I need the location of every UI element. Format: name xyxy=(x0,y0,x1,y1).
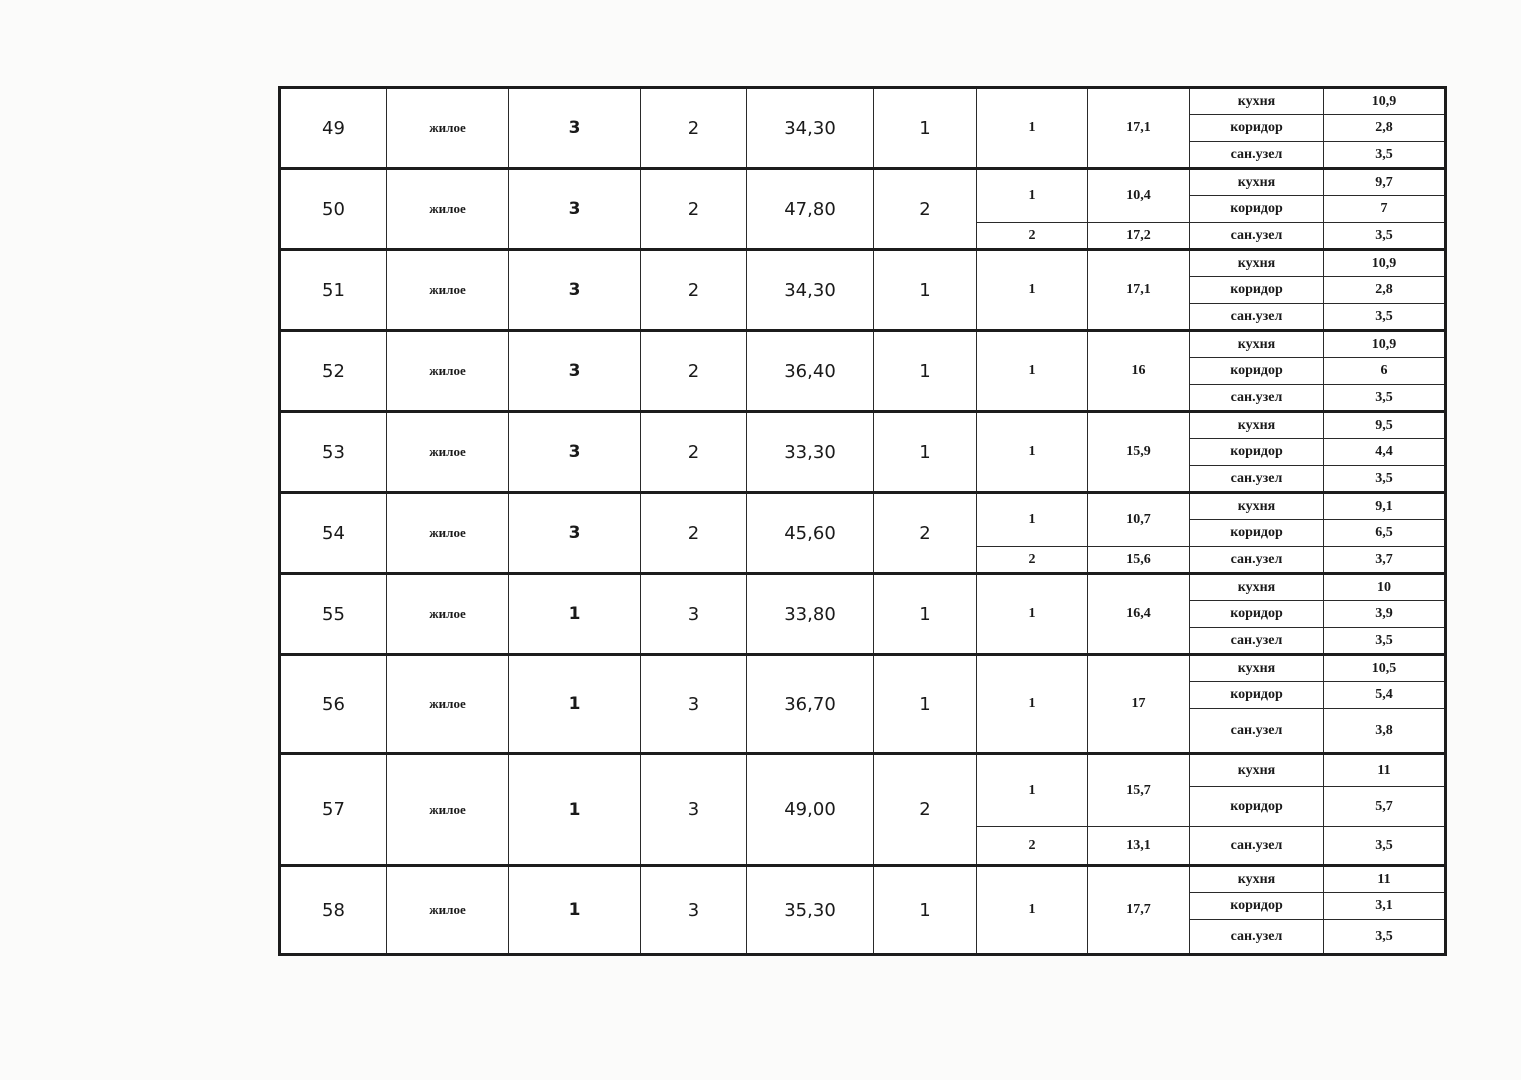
floor-number: 2 xyxy=(641,493,747,574)
rooms-count: 2 xyxy=(874,169,977,250)
living-room-area: 10,7 xyxy=(1088,493,1190,547)
aux-room-area: 3,5 xyxy=(1324,920,1446,955)
aux-room-name: сан.узел xyxy=(1190,466,1324,493)
apartment-number: 52 xyxy=(280,331,387,412)
apartment-number: 55 xyxy=(280,574,387,655)
aux-room-name: сан.узел xyxy=(1190,547,1324,574)
living-room-number: 1 xyxy=(977,493,1088,547)
aux-room-area: 7 xyxy=(1324,196,1446,223)
aux-room-name: коридор xyxy=(1190,682,1324,709)
floor-number: 3 xyxy=(641,866,747,955)
apartment-number: 50 xyxy=(280,169,387,250)
apartments-table xyxy=(278,86,1447,956)
aux-room-name: коридор xyxy=(1190,520,1324,547)
entrance-number: 3 xyxy=(509,331,641,412)
table-row xyxy=(280,574,1446,601)
table-row xyxy=(280,412,1446,439)
entrance-number: 1 xyxy=(509,866,641,955)
aux-room-name: кухня xyxy=(1190,331,1324,358)
living-room-area: 17 xyxy=(1088,655,1190,754)
aux-room-name: сан.узел xyxy=(1190,223,1324,250)
rooms-count: 1 xyxy=(874,412,977,493)
entrance-number: 3 xyxy=(509,88,641,169)
living-room-number: 1 xyxy=(977,866,1088,955)
aux-room-name: кухня xyxy=(1190,574,1324,601)
floor-number: 2 xyxy=(641,412,747,493)
floor-number: 2 xyxy=(641,250,747,331)
aux-room-name: кухня xyxy=(1190,754,1324,787)
apartment-number: 49 xyxy=(280,88,387,169)
rooms-count: 1 xyxy=(874,574,977,655)
aux-room-name: коридор xyxy=(1190,787,1324,827)
aux-room-name: сан.узел xyxy=(1190,920,1324,955)
aux-room-area: 5,4 xyxy=(1324,682,1446,709)
aux-room-name: сан.узел xyxy=(1190,304,1324,331)
living-room-area: 17,2 xyxy=(1088,223,1190,250)
aux-room-area: 3,5 xyxy=(1324,385,1446,412)
aux-room-name: кухня xyxy=(1190,866,1324,893)
living-room-number: 1 xyxy=(977,574,1088,655)
rooms-count: 1 xyxy=(874,655,977,754)
aux-room-area: 9,7 xyxy=(1324,169,1446,196)
living-room-area: 17,7 xyxy=(1088,866,1190,955)
apartment-number: 53 xyxy=(280,412,387,493)
entrance-number: 3 xyxy=(509,412,641,493)
premises-type: жилое xyxy=(387,88,509,169)
living-room-area: 15,7 xyxy=(1088,754,1190,827)
table-row xyxy=(280,250,1446,277)
aux-room-name: коридор xyxy=(1190,115,1324,142)
living-room-area: 15,6 xyxy=(1088,547,1190,574)
aux-room-area: 10 xyxy=(1324,574,1446,601)
rooms-count: 2 xyxy=(874,493,977,574)
floor-number: 2 xyxy=(641,331,747,412)
living-room-area: 16,4 xyxy=(1088,574,1190,655)
aux-room-area: 3,8 xyxy=(1324,709,1446,754)
living-room-number: 1 xyxy=(977,655,1088,754)
floor-number: 2 xyxy=(641,169,747,250)
floor-number: 3 xyxy=(641,655,747,754)
entrance-number: 1 xyxy=(509,574,641,655)
floor-number: 3 xyxy=(641,754,747,866)
aux-room-area: 6 xyxy=(1324,358,1446,385)
living-room-number: 2 xyxy=(977,827,1088,866)
premises-type: жилое xyxy=(387,493,509,574)
entrance-number: 3 xyxy=(509,250,641,331)
floor-number: 3 xyxy=(641,574,747,655)
rooms-count: 1 xyxy=(874,866,977,955)
total-area: 49,00 xyxy=(747,754,874,866)
aux-room-area: 2,8 xyxy=(1324,277,1446,304)
aux-room-name: коридор xyxy=(1190,439,1324,466)
aux-room-name: коридор xyxy=(1190,196,1324,223)
total-area: 34,30 xyxy=(747,250,874,331)
table-row xyxy=(280,493,1446,520)
premises-type: жилое xyxy=(387,250,509,331)
aux-room-name: кухня xyxy=(1190,493,1324,520)
aux-room-area: 11 xyxy=(1324,866,1446,893)
living-room-number: 1 xyxy=(977,169,1088,223)
aux-room-name: сан.узел xyxy=(1190,827,1324,866)
living-room-area: 15,9 xyxy=(1088,412,1190,493)
table-row xyxy=(280,655,1446,682)
total-area: 36,40 xyxy=(747,331,874,412)
aux-room-area: 5,7 xyxy=(1324,787,1446,827)
aux-room-name: сан.узел xyxy=(1190,142,1324,169)
living-room-area: 16 xyxy=(1088,331,1190,412)
premises-type: жилое xyxy=(387,866,509,955)
aux-room-area: 3,5 xyxy=(1324,304,1446,331)
premises-type: жилое xyxy=(387,655,509,754)
premises-type: жилое xyxy=(387,754,509,866)
entrance-number: 1 xyxy=(509,655,641,754)
rooms-count: 1 xyxy=(874,88,977,169)
aux-room-name: кухня xyxy=(1190,88,1324,115)
living-room-number: 1 xyxy=(977,250,1088,331)
living-room-area: 17,1 xyxy=(1088,250,1190,331)
table-row xyxy=(280,866,1446,893)
aux-room-name: кухня xyxy=(1190,169,1324,196)
aux-room-area: 3,5 xyxy=(1324,142,1446,169)
aux-room-name: кухня xyxy=(1190,412,1324,439)
apartment-number: 57 xyxy=(280,754,387,866)
living-room-number: 1 xyxy=(977,331,1088,412)
aux-room-area: 10,9 xyxy=(1324,88,1446,115)
aux-room-name: коридор xyxy=(1190,277,1324,304)
total-area: 45,60 xyxy=(747,493,874,574)
aux-room-area: 3,5 xyxy=(1324,466,1446,493)
total-area: 35,30 xyxy=(747,866,874,955)
apartment-number: 56 xyxy=(280,655,387,754)
aux-room-area: 10,9 xyxy=(1324,331,1446,358)
aux-room-area: 3,7 xyxy=(1324,547,1446,574)
living-room-number: 2 xyxy=(977,223,1088,250)
living-room-number: 1 xyxy=(977,412,1088,493)
premises-type: жилое xyxy=(387,574,509,655)
floor-number: 2 xyxy=(641,88,747,169)
aux-room-area: 10,5 xyxy=(1324,655,1446,682)
premises-type: жилое xyxy=(387,169,509,250)
premises-type: жилое xyxy=(387,412,509,493)
apartment-number: 54 xyxy=(280,493,387,574)
aux-room-area: 10,9 xyxy=(1324,250,1446,277)
living-room-number: 1 xyxy=(977,754,1088,827)
aux-room-area: 3,5 xyxy=(1324,628,1446,655)
aux-room-name: коридор xyxy=(1190,893,1324,920)
total-area: 47,80 xyxy=(747,169,874,250)
aux-room-area: 3,5 xyxy=(1324,223,1446,250)
aux-room-area: 6,5 xyxy=(1324,520,1446,547)
aux-room-name: сан.узел xyxy=(1190,628,1324,655)
total-area: 33,80 xyxy=(747,574,874,655)
aux-room-name: коридор xyxy=(1190,601,1324,628)
aux-room-area: 2,8 xyxy=(1324,115,1446,142)
aux-room-area: 9,5 xyxy=(1324,412,1446,439)
living-room-number: 1 xyxy=(977,88,1088,169)
aux-room-area: 11 xyxy=(1324,754,1446,787)
rooms-count: 2 xyxy=(874,754,977,866)
total-area: 33,30 xyxy=(747,412,874,493)
aux-room-area: 3,1 xyxy=(1324,893,1446,920)
aux-room-name: кухня xyxy=(1190,655,1324,682)
aux-room-name: сан.узел xyxy=(1190,709,1324,754)
entrance-number: 3 xyxy=(509,493,641,574)
aux-room-name: кухня xyxy=(1190,250,1324,277)
rooms-count: 1 xyxy=(874,250,977,331)
aux-room-name: коридор xyxy=(1190,358,1324,385)
aux-room-area: 3,5 xyxy=(1324,827,1446,866)
table-row xyxy=(280,754,1446,787)
living-room-number: 2 xyxy=(977,547,1088,574)
table-row xyxy=(280,331,1446,358)
apartment-number: 58 xyxy=(280,866,387,955)
aux-room-area: 3,9 xyxy=(1324,601,1446,628)
table-row xyxy=(280,169,1446,196)
entrance-number: 3 xyxy=(509,169,641,250)
total-area: 34,30 xyxy=(747,88,874,169)
living-room-area: 13,1 xyxy=(1088,827,1190,866)
aux-room-name: сан.узел xyxy=(1190,385,1324,412)
aux-room-area: 4,4 xyxy=(1324,439,1446,466)
apartment-number: 51 xyxy=(280,250,387,331)
premises-type: жилое xyxy=(387,331,509,412)
aux-room-area: 9,1 xyxy=(1324,493,1446,520)
living-room-area: 10,4 xyxy=(1088,169,1190,223)
entrance-number: 1 xyxy=(509,754,641,866)
rooms-count: 1 xyxy=(874,331,977,412)
total-area: 36,70 xyxy=(747,655,874,754)
table-row xyxy=(280,88,1446,115)
living-room-area: 17,1 xyxy=(1088,88,1190,169)
